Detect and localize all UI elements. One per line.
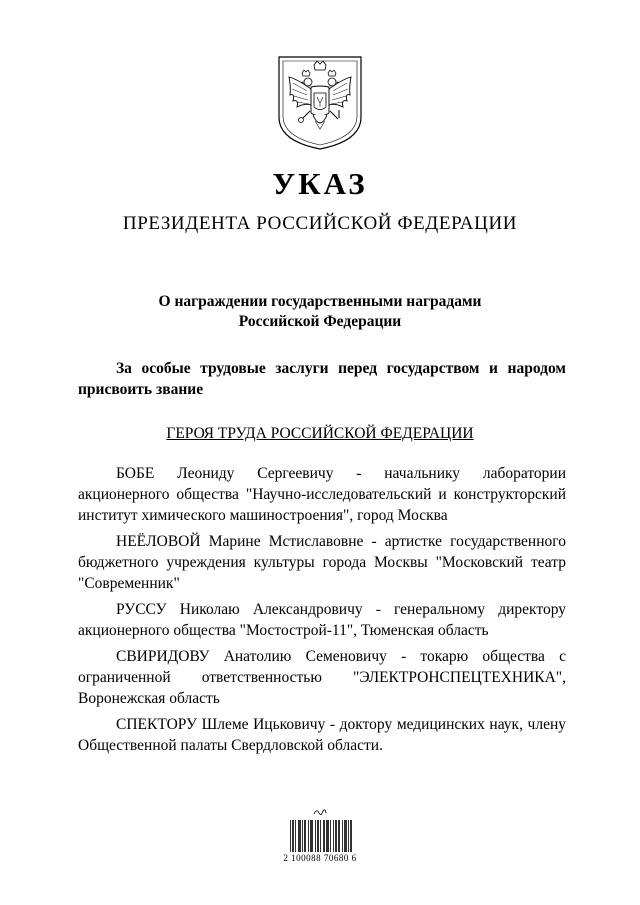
barcode-number: 2 100088 70680 6 xyxy=(283,853,357,863)
decree-subject-line: Российской Федерации xyxy=(238,313,402,330)
awardee-paragraph: НЕЁЛОВОЙ Марине Мстиславовне - артистке государственного бюджетного учреждения культуры города Москвы "Московский театр "Современник" xyxy=(78,533,566,592)
decree-preamble xyxy=(78,358,566,400)
double-headed-eagle-emblem-icon xyxy=(277,55,363,151)
decree-subject-line: О награждении государственными наградами xyxy=(158,293,482,310)
handwritten-mark-icon xyxy=(300,808,340,818)
preamble-line: За особые трудовые заслуги перед государством и народом xyxy=(116,360,566,377)
awardee-list xyxy=(78,463,566,761)
awardee-paragraph: СВИРИДОВУ Анатолию Семеновичу - токарю общества с ограниченной ответственностью "ЭЛЕКТРОНСПЕЦТЕХНИКА", Воронежская область xyxy=(78,648,566,707)
issuer-title: ПРЕЗИДЕНТА РОССИЙСКОЙ ФЕДЕРАЦИИ xyxy=(122,213,518,234)
awardee-paragraph: СПЕКТОРУ Шлеме Ицьковичу - доктору медицинских наук, члену Общественной палаты Свердловской области. xyxy=(78,716,566,754)
awardee-paragraph: БОБЕ Леониду Сергеевичу - начальнику лаборатории акционерного общества "Научно-исследовательский и конструкторский институт химического машиностроения", город Москва xyxy=(78,465,566,524)
preamble-line: присвоить звание xyxy=(78,381,204,398)
barcode-icon xyxy=(290,820,352,852)
awardee-paragraph: РУССУ Николаю Александровичу - генеральному директору акционерного общества "Мостострой-11", Тюменская область xyxy=(78,601,566,639)
award-title: ГЕРОЯ ТРУДА РОССИЙСКОЙ ФЕДЕРАЦИИ xyxy=(166,425,474,442)
document-type-title: УКАЗ xyxy=(272,166,368,201)
decree-subject xyxy=(90,292,550,332)
